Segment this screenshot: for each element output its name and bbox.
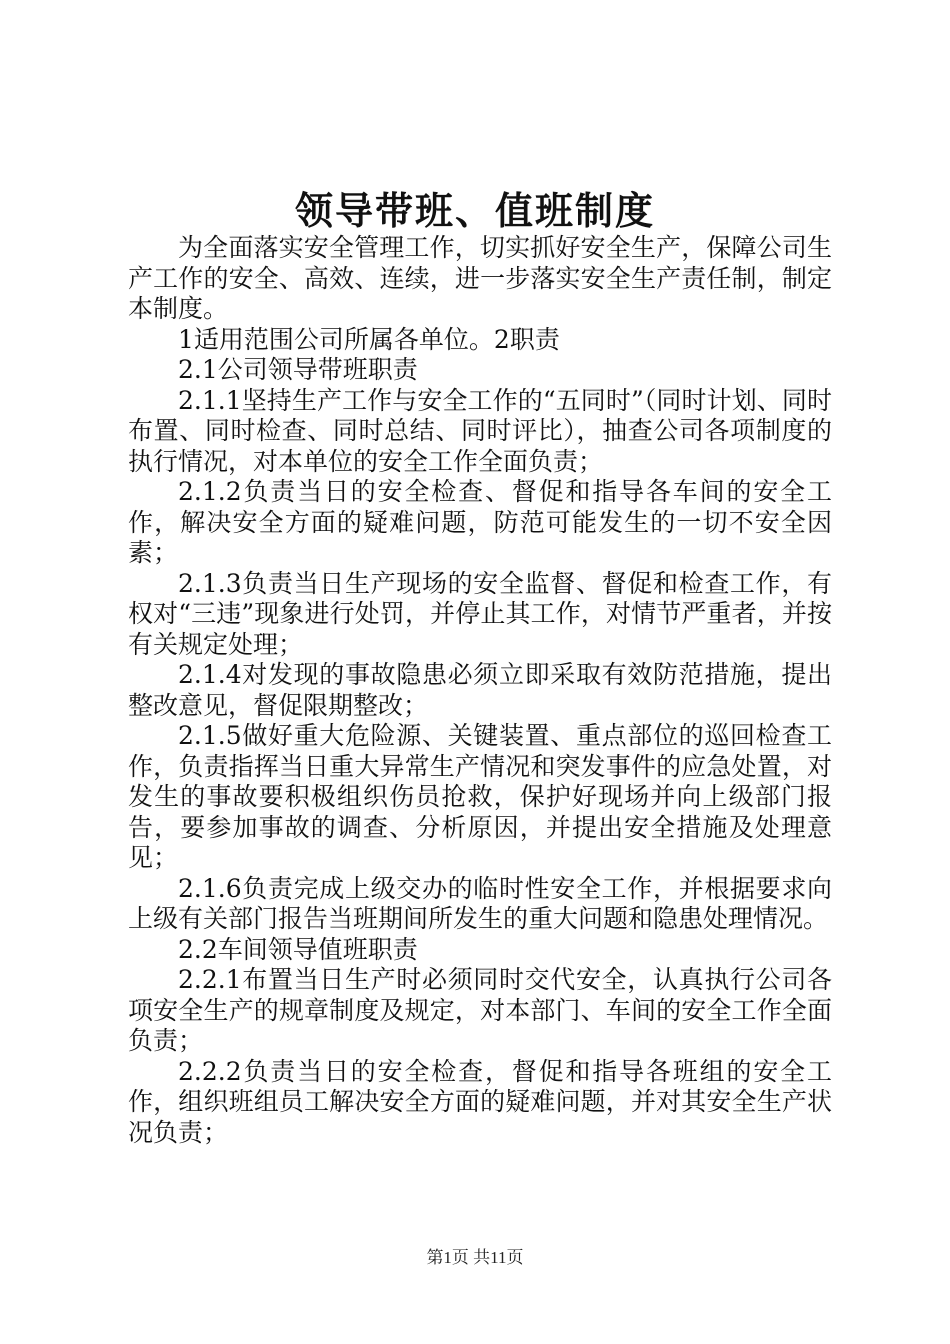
paragraph-2-1-6: 2.1.6负责完成上级交办的临时性安全工作，并根据要求向上级有关部门报告当班期间所发生的重大问题和隐患处理情况。 xyxy=(128,873,832,933)
paragraph-2-2-1: 2.2.1布置当日生产时必须同时交代安全，认真执行公司各项安全生产的规章制度及规定，对本部门、车间的安全工作全面负责； xyxy=(128,965,832,1055)
paragraph-2-2-2: 2.2.2负责当日的安全检查，督促和指导各班组的安全工作，组织班组员工解决安全方面的疑难问题，并对其安全生产状况负责； xyxy=(128,1056,832,1147)
paragraph-scope: 1适用范围公司所属各单位。2职责 xyxy=(178,324,560,354)
document-body xyxy=(128,233,832,1148)
section-heading-2-1: 2.1公司领导带班职责 xyxy=(178,355,418,384)
paragraph-2-1-5: 2.1.5做好重大危险源、关键装置、重点部位的巡回检查工作，负责指挥当日重大异常生产情况和突发事件的应急处置，对发生的事故要积极组织伤员抢救，保护好现场并向上级部门报告，要参加事故的调查、分析原因，并提出安全措施及处理意见； xyxy=(128,721,832,872)
paragraph-2-1-2: 2.1.2负责当日的安全检查、督促和指导各车间的安全工作，解决安全方面的疑难问题，防范可能发生的一切不安全因素； xyxy=(128,477,832,567)
paragraph-2-1-1: 2.1.1坚持生产工作与安全工作的“五同时”（同时计划、同时布置、同时检查、同时总结、同时评比），抽查公司各项制度的执行情况，对本单位的安全工作全面负责； xyxy=(128,385,832,476)
paragraph-intro: 为全面落实安全管理工作，切实抓好安全生产，保障公司生产工作的安全、高效、连续，进一步落实安全生产责任制，制定本制度。 xyxy=(128,233,832,323)
section-heading-2-2: 2.2车间领导值班职责 xyxy=(178,934,418,964)
page-number: 第1页 共11页 xyxy=(426,1248,524,1267)
paragraph-2-1-3: 2.1.3负责当日生产现场的安全监督、督促和检查工作，有权对“三违”现象进行处罚，并停止其工作，对情节严重者，并按有关规定处理； xyxy=(128,568,832,659)
paragraph-2-1-4: 2.1.4对发现的事故隐患必须立即采取有效防范措施，提出整改意见，督促限期整改； xyxy=(128,660,832,720)
document-title: 领导带班、值班制度 xyxy=(294,188,655,233)
